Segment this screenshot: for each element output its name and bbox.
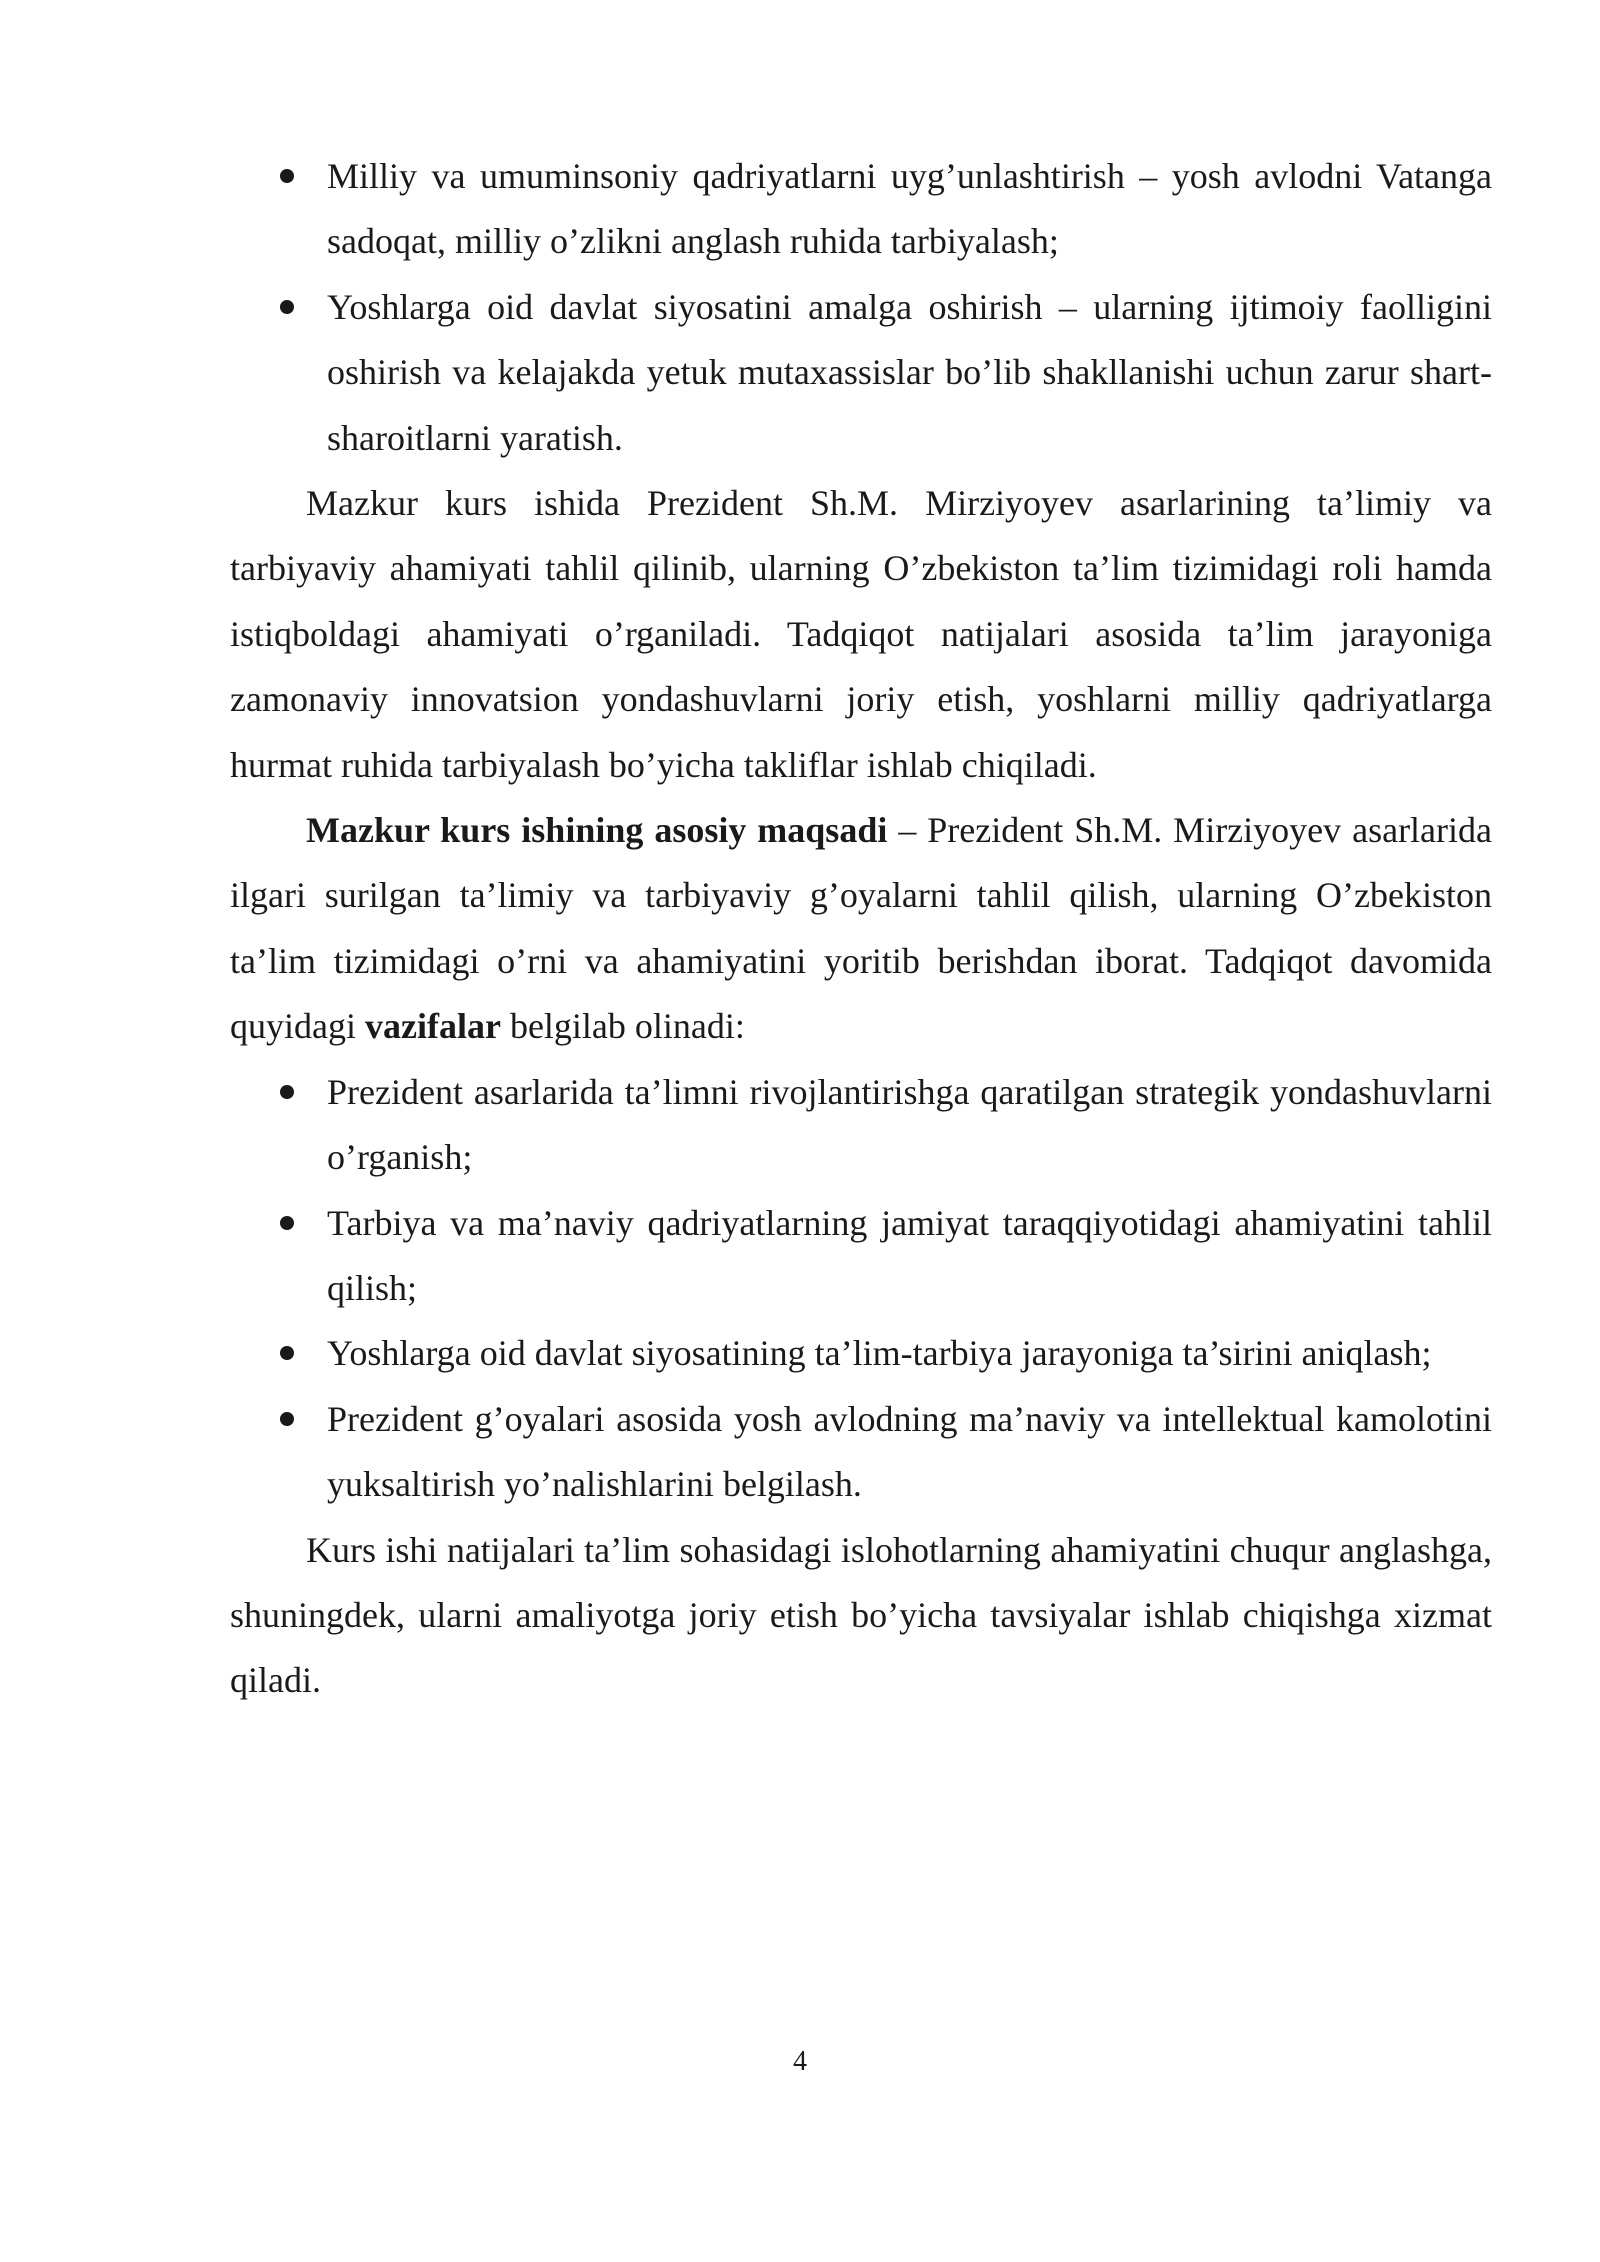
bullet-icon	[280, 1085, 294, 1099]
list-item-text: Prezident asarlarida ta’limni rivojlantirishga qaratilgan strategik yondashuvlarni o’rganish;	[327, 1071, 1492, 1178]
list-item-text: Yoshlarga oid davlat siyosatini amalga oshirish – ularning ijtimoiy faolligini oshirish va kelajakda yetuk mutaxassislar bo’lib shakllanishi uchun zarur shart-sharoitlarni yaratish.	[327, 286, 1492, 458]
page-body	[230, 144, 1492, 1714]
bullet-icon	[280, 1346, 294, 1360]
bullet-icon	[280, 1216, 294, 1230]
list-item	[230, 1191, 1492, 1322]
list-item	[230, 1060, 1492, 1191]
list-item	[230, 144, 1492, 275]
list-item	[230, 275, 1492, 471]
goal-text: – Prezident Sh.M. Mirziyoyev asarlarida ilgari surilgan ta’limiy va tarbiyaviy g’oyalarni tahlil qilish, ularning O’zbekiston ta’lim tizimidagi o’rni va ahamiyatini yoritib berishdan iborat. Tadqiqot davomida quyidagi	[230, 810, 1493, 1047]
list-item	[230, 1321, 1492, 1386]
bullet-list-values	[230, 144, 1492, 471]
paragraph-conclusion: Kurs ishi natijalari ta’lim sohasidagi islohotlarning ahamiyatini chuqur anglashga, shuningdek, ularni amaliyotga joriy etish bo’yicha tavsiyalar ishlab chiqishga xizmat qiladi.	[230, 1529, 1492, 1701]
tasks-keyword: vazifalar	[364, 1006, 501, 1047]
list-item-text: Milliy va umuminsoniy qadriyatlarni uyg’unlashtirish – yosh avlodni Vatanga sadoqat, milliy o’zlikni anglash ruhida tarbiyalash;	[327, 156, 1492, 262]
list-item-text: Yoshlarga oid davlat siyosatining ta’lim-tarbiya jarayoniga ta’sirini aniqlash;	[327, 1333, 1432, 1374]
goal-text-end: belgilab olinadi:	[500, 1006, 745, 1047]
goal-heading: Mazkur kurs ishining asosiy maqsadi	[306, 810, 888, 851]
bullet-icon	[280, 300, 294, 314]
bullet-icon	[280, 1412, 294, 1426]
paragraph-course-goal	[230, 798, 1492, 1060]
paragraph-course-overview: Mazkur kurs ishida Prezident Sh.M. Mirziyoyev asarlarining ta’limiy va tarbiyaviy ahamiyati tahlil qilinib, ularning O’zbekiston ta’lim tizimidagi roli hamda istiqboldagi ahamiyati o’rganiladi. Tadqiqot natijalari asosida ta’lim jarayoniga zamonaviy innovatsion yondashuvlarni joriy etish, yoshlarni milliy qadriyatlarga hurmat ruhida tarbiyalash bo’yicha takliflar ishlab chiqiladi.	[230, 483, 1492, 785]
bullet-icon	[280, 169, 294, 183]
list-item-text: Tarbiya va ma’naviy qadriyatlarning jamiyat taraqqiyotidagi ahamiyatini tahlil qilish;	[327, 1202, 1492, 1308]
page-number: 4	[793, 2046, 807, 2077]
list-item-text: Prezident g’oyalari asosida yosh avlodning ma’naviy va intellektual kamolotini yuksaltirish yo’nalishlarini belgilash.	[327, 1398, 1492, 1505]
bullet-list-tasks	[230, 1060, 1492, 1518]
list-item	[230, 1387, 1492, 1518]
